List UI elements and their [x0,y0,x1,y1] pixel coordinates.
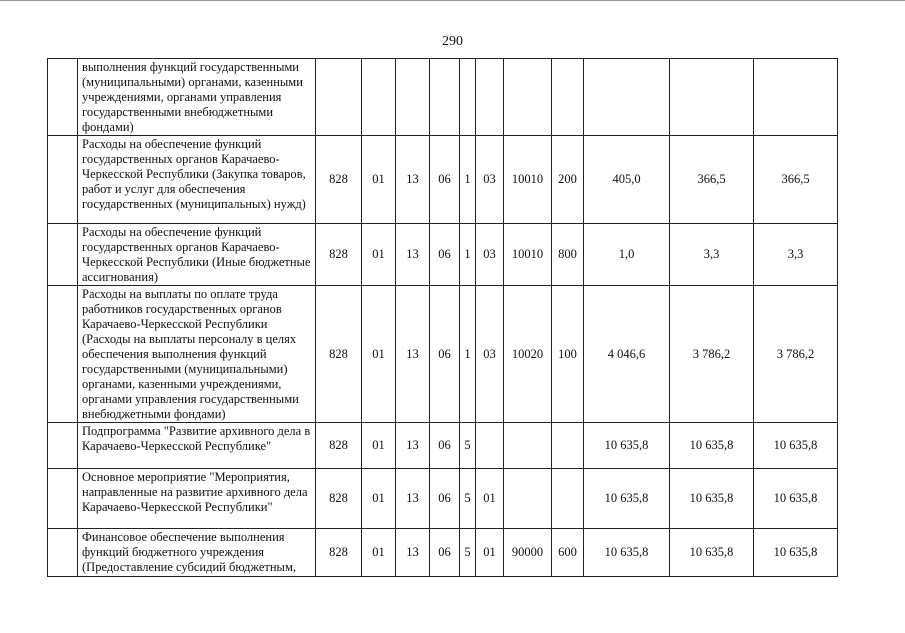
subsection-code: 13 [396,469,430,529]
row-index-cell [48,136,78,224]
amount-year-2: 366,5 [670,136,754,224]
expense-type-code: 200 [552,136,584,224]
row-index-cell [48,59,78,136]
subsection-code [396,59,430,136]
amount-year-1: 4 046,6 [584,286,670,423]
table-row [48,136,838,224]
amount-year-3: 3,3 [754,224,838,286]
amount-year-3: 10 635,8 [754,469,838,529]
amount-year-2: 3 786,2 [670,286,754,423]
program-code [430,59,460,136]
ministry-code: 828 [316,286,362,423]
row-name: Расходы на обеспечение функций государственных органов Карачаево-Черкесской Республики (Закупка товаров, работ и услуг для обеспечения государственных (муниципальных) нужд) [78,136,316,224]
program-code: 06 [430,224,460,286]
expense-type-code [552,59,584,136]
ministry-code: 828 [316,529,362,577]
amount-year-2 [670,59,754,136]
subsection-code: 13 [396,423,430,469]
row-name: Основное мероприятие "Мероприятия, направленные на развитие архивного дела Карачаево-Черкесской Республики" [78,469,316,529]
subprogram-code: 5 [460,469,476,529]
row-index-cell [48,286,78,423]
event-code [476,423,504,469]
section-code: 01 [362,529,396,577]
direction-code [504,59,552,136]
amount-year-3: 10 635,8 [754,423,838,469]
event-code: 03 [476,136,504,224]
program-code: 06 [430,136,460,224]
amount-year-1: 405,0 [584,136,670,224]
subprogram-code: 1 [460,136,476,224]
direction-code: 10020 [504,286,552,423]
amount-year-2: 10 635,8 [670,423,754,469]
row-name: выполнения функций государственными (муниципальными) органами, казенными учреждениями, органами управления государственными внебюджетными фондами) [78,59,316,136]
expense-type-code: 600 [552,529,584,577]
ministry-code: 828 [316,423,362,469]
amount-year-3: 366,5 [754,136,838,224]
amount-year-1: 10 635,8 [584,423,670,469]
row-index-cell [48,224,78,286]
ministry-code: 828 [316,136,362,224]
subsection-code: 13 [396,529,430,577]
table-row [48,423,838,469]
amount-year-2: 3,3 [670,224,754,286]
page-number: 290 [442,34,463,49]
ministry-code: 828 [316,224,362,286]
direction-code [504,423,552,469]
subsection-code: 13 [396,136,430,224]
expense-type-code: 100 [552,286,584,423]
subprogram-code: 5 [460,529,476,577]
table-row [48,224,838,286]
amount-year-2: 10 635,8 [670,469,754,529]
ministry-code [316,59,362,136]
program-code: 06 [430,529,460,577]
budget-table [47,58,838,577]
direction-code: 10010 [504,136,552,224]
amount-year-3 [754,59,838,136]
amount-year-1: 10 635,8 [584,529,670,577]
row-index-cell [48,529,78,577]
table-row [48,529,838,577]
scan-edge [0,0,905,1]
event-code [476,59,504,136]
section-code [362,59,396,136]
table-row [48,286,838,423]
program-code: 06 [430,469,460,529]
subsection-code: 13 [396,286,430,423]
event-code: 01 [476,469,504,529]
amount-year-3: 10 635,8 [754,529,838,577]
event-code: 03 [476,224,504,286]
row-index-cell [48,469,78,529]
table-row [48,59,838,136]
expense-type-code: 800 [552,224,584,286]
amount-year-3: 3 786,2 [754,286,838,423]
direction-code: 90000 [504,529,552,577]
subsection-code: 13 [396,224,430,286]
section-code: 01 [362,469,396,529]
section-code: 01 [362,136,396,224]
event-code: 03 [476,286,504,423]
amount-year-2: 10 635,8 [670,529,754,577]
subprogram-code: 1 [460,286,476,423]
row-name: Расходы на выплаты по оплате труда работников государственных органов Карачаево-Черкесской Республики (Расходы на выплаты персоналу в целях обеспечения выполнения функций государственными (муниципальными) органами, казенными учреждениями, органами управления государственными внебюджетными фондами) [78,286,316,423]
table-row [48,469,838,529]
subprogram-code: 1 [460,224,476,286]
event-code: 01 [476,529,504,577]
amount-year-1: 1,0 [584,224,670,286]
row-name: Расходы на обеспечение функций государственных органов Карачаево-Черкесской Республики (Иные бюджетные ассигнования) [78,224,316,286]
section-code: 01 [362,286,396,423]
ministry-code: 828 [316,469,362,529]
row-name: Финансовое обеспечение выполнения функций бюджетного учреждения (Предоставление субсидий бюджетным, [78,529,316,577]
expense-type-code [552,469,584,529]
subprogram-code [460,59,476,136]
program-code: 06 [430,286,460,423]
amount-year-1 [584,59,670,136]
expense-type-code [552,423,584,469]
row-index-cell [48,423,78,469]
program-code: 06 [430,423,460,469]
direction-code [504,469,552,529]
section-code: 01 [362,423,396,469]
subprogram-code: 5 [460,423,476,469]
section-code: 01 [362,224,396,286]
row-name: Подпрограмма "Развитие архивного дела в Карачаево-Черкесской Республике" [78,423,316,469]
amount-year-1: 10 635,8 [584,469,670,529]
direction-code: 10010 [504,224,552,286]
